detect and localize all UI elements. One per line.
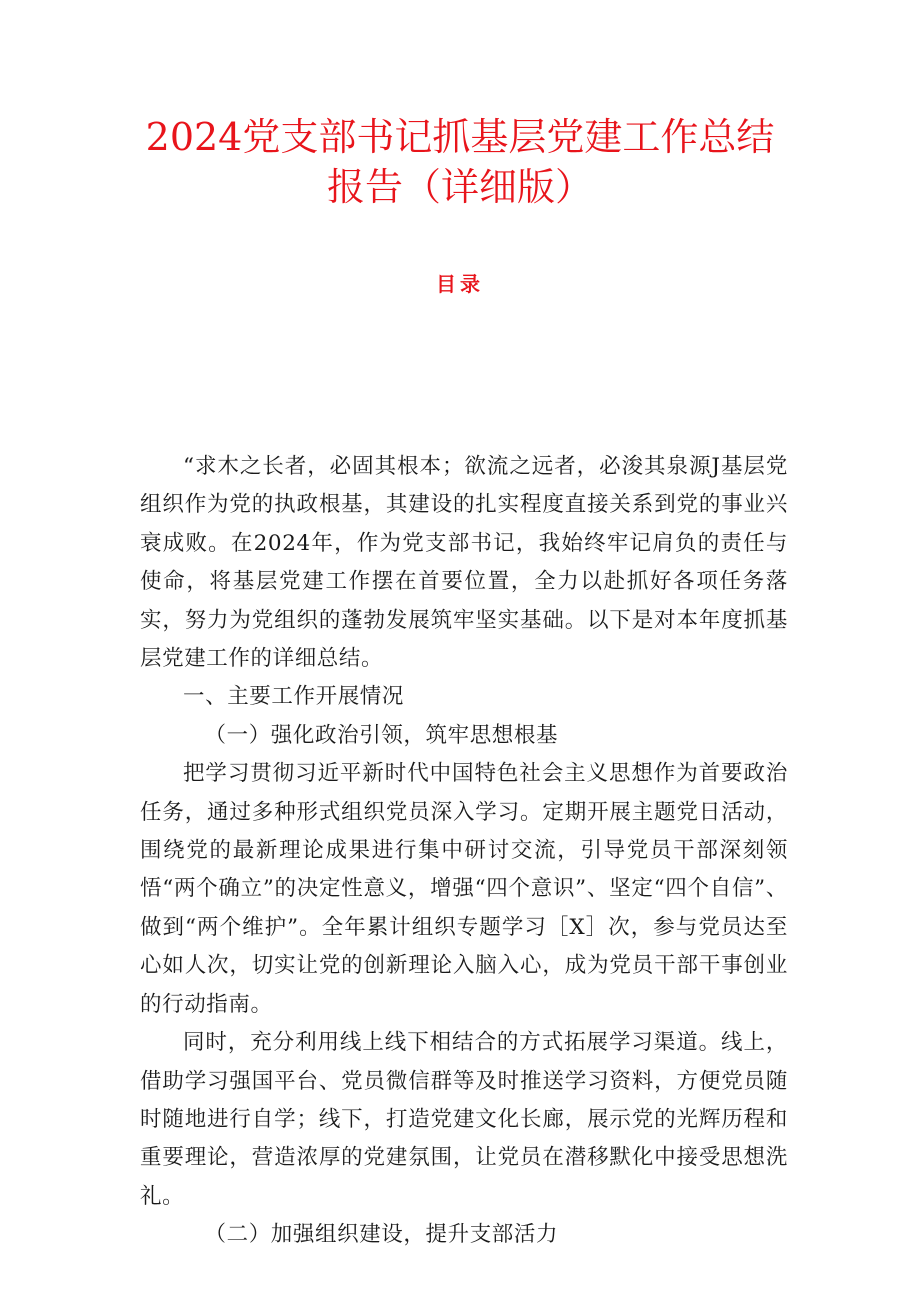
document-body (140, 448, 788, 1255)
body-paragraph: 同时，充分利用线上线下相结合的方式拓展学习渠道。线上，借助学习强国平台、党员微信群等及时推送学习资料，方便党员随时随地进行自学；线下，打造党建文化长廊，展示党的光辉历程和重要理论，营造浓厚的党建氛围，让党员在潜移默化中接受思想洗礼。 (140, 1030, 788, 1209)
toc-heading: 目录 (436, 272, 484, 296)
body-paragraph: 把学习贯彻习近平新时代中国特色社会主义思想作为首要政治任务，通过多种形式组织党员深入学习。定期开展主题党日活动，围绕党的最新理论成果进行集中研讨交流，引导党员干部深刻领悟“两个确立”的决定性意义，增强“四个意识”、坚定“四个自信”、做到“两个维护”。全年累计组织专题学习［X］次，参与党员达至心如人次，切实让党的创新理论入脑入心，成为党员干部干事创业的行动指南。 (140, 761, 788, 1017)
intro-paragraph: “求木之长者，必固其根本；欲流之远者，必浚其泉源J基层党组织作为党的执政根基，其建设的扎实程度直接关系到党的事业兴衰成败。在2024年，作为党支部书记，我始终牢记肩负的责任与使命，将基层党建工作摆在首要位置，全力以赴抓好各项任务落实，努力为党组织的蓬勃发展筑牢坚实基础。以下是对本年度抓基层党建工作的详细总结。 (140, 454, 788, 672)
section-heading-1: 一、主要工作开展情况 (183, 684, 405, 710)
document-title: 2024党支部书记抓基层党建工作总结报告（详细版） (145, 115, 775, 209)
subsection-heading-2: （二）加强组织建设，提升支部活力 (204, 1222, 559, 1248)
subsection-heading-1: （一）强化政治引领，筑牢思想根基 (204, 722, 559, 748)
